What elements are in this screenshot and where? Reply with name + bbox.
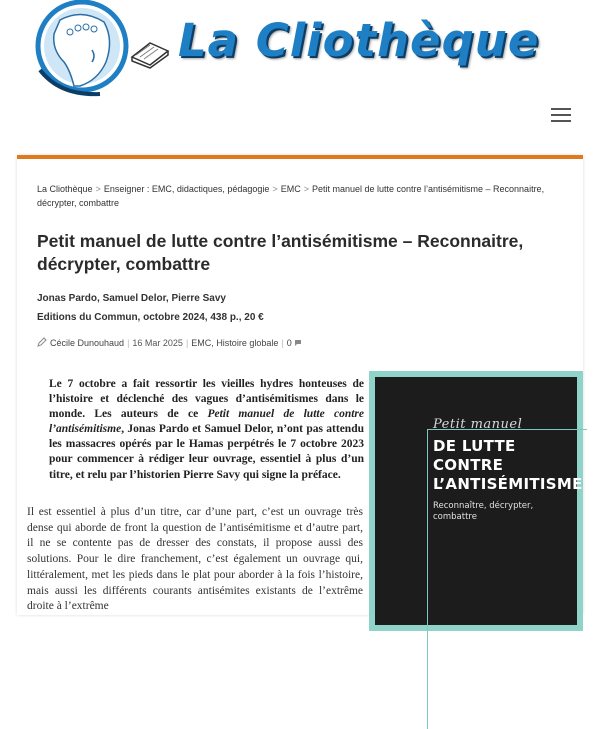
cover-subtitle: [433, 501, 533, 523]
meta-separator: |: [185, 338, 189, 348]
breadcrumb-enseigner-link[interactable]: Enseigner : EMC, didactiques, pédagogie: [103, 184, 270, 194]
book-icon: [128, 33, 172, 69]
article-meta: [37, 337, 302, 348]
article-date: 16 Mar 2025: [132, 338, 183, 348]
site-logo-text[interactable]: La Cliothèque: [178, 14, 540, 67]
article-title: Petit manuel de lutte contre l’antisémitisme – Reconnaitre, décrypter, combattre: [37, 231, 524, 274]
meta-separator: |: [127, 338, 130, 348]
breadcrumb-emc-link[interactable]: EMC: [280, 184, 301, 194]
clio-head-logo-icon[interactable]: [30, 0, 130, 100]
pen-icon: [37, 337, 47, 347]
article-author-link[interactable]: Cécile Dunouhaud: [50, 338, 125, 348]
cover-vertical-line: [427, 429, 428, 729]
cover-subtitle-line: Reconnaître, décrypter,: [433, 501, 534, 511]
cover-title-line: DE LUTTE: [433, 437, 516, 455]
breadcrumb-separator: >: [303, 184, 309, 194]
site-header: [0, 0, 600, 150]
comments-count: 0: [286, 338, 292, 348]
article-body-paragraph: Il est essentiel à plus d’un titre, car d’une part, c’est un ouvrage très dense qui aborde de front la question de l’antisémitisme et d’autre part, il ne se contente pas de dresser des constats, il propose aussi des solutions. Pour le dire franchement, c’est également un ouvrage qui, littéralement, met les pieds dans le plat pour aborder à la fois l’histoire, mais aussi les différents courants antisémites existants de l’extrême droite à l’extrême: [27, 506, 363, 613]
cover-small-title: Petit manuel: [433, 417, 523, 432]
article-lead: [49, 377, 364, 483]
breadcrumb: [37, 182, 567, 210]
cover-title-line: L’ANTISÉMITISME: [433, 475, 583, 493]
article-card: [17, 155, 583, 615]
cover-main-title: [433, 437, 583, 494]
comments-count-link[interactable]: [287, 338, 302, 348]
hamburger-menu-icon[interactable]: [551, 108, 571, 124]
breadcrumb-home-link[interactable]: La Cliothèque: [37, 184, 93, 194]
category-histoire-globale-link[interactable]: Histoire globale: [216, 338, 279, 348]
lead-part2: , Jonas Pardo et Samuel Delor, n’ont pas attendu les massacres opérés par le Hamas perpétrés le 7 octobre 2023 pour commencer à rédiger leur ouvrage, essentiel à plus d’un titre, et relu par l’historien Pierre Savy qui signe la préface.: [49, 423, 364, 481]
category-emc-link[interactable]: EMC: [191, 338, 212, 348]
breadcrumb-current: Petit manuel de lutte contre l’antisémitisme – Reconnaitre, décrypter, combattre: [37, 184, 545, 208]
breadcrumb-separator: >: [95, 184, 101, 194]
book-cover-image: [369, 371, 583, 631]
cover-subtitle-line: combattre: [433, 512, 477, 522]
lead-book-title: Petit manuel de lutte contre l’antisémitisme: [49, 408, 364, 436]
comment-icon: [294, 339, 302, 347]
meta-separator: |: [281, 338, 284, 348]
breadcrumb-separator: >: [272, 184, 278, 194]
book-authors: Jonas Pardo, Samuel Delor, Pierre Savy: [37, 293, 226, 304]
book-edition: Editions du Commun, octobre 2024, 438 p., 20 €: [37, 312, 264, 323]
book-cover-inner: [375, 377, 583, 625]
category-comma: ,: [211, 338, 217, 348]
lead-part1: Le 7 octobre a fait ressortir les vieilles hydres honteuses de l’histoire et déclenché des vagues d’antisémitismes dans le monde. Les auteurs de ce: [49, 378, 364, 421]
cover-title-line: CONTRE: [433, 456, 504, 474]
